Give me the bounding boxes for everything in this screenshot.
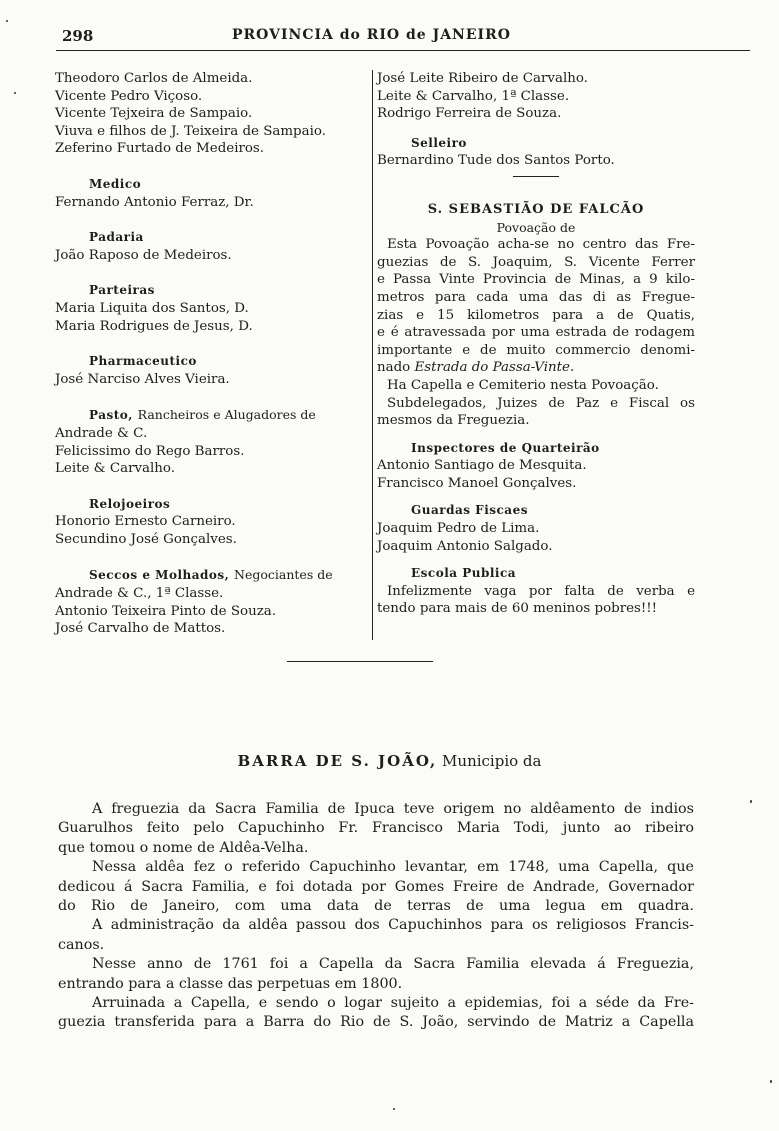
scan-speck (770, 1080, 772, 1083)
list-item: Francisco Manoel Gonçalves. (377, 475, 577, 491)
barra-title-bold: BARRA DE S. JOÃO, (237, 752, 438, 770)
text-line: A administração da aldêa passou dos Capuchinhos para os religiosos Francis- (92, 917, 694, 934)
left-column (55, 70, 367, 638)
text-line: entrando para a classe das perpetuas em 1800. (58, 975, 403, 992)
list-item: Andrade & C., 1ª Classe. (55, 586, 224, 602)
list-item: Vicente Tejxeira de Sampaio. (55, 106, 253, 122)
name-list (55, 70, 367, 158)
list-item: João Raposo de Medeiros. (55, 247, 232, 263)
text-fragment: nado (377, 360, 411, 376)
list-item: Andrade & C. (55, 425, 148, 441)
section-heading-relojoeiros: Relojoeiros (89, 496, 171, 511)
falcao-paragraph (377, 236, 695, 430)
article-paragraph (58, 800, 694, 858)
list-item: Vicente Pedro Viçoso. (55, 88, 203, 104)
text-line: Ha Capella e Cemiterio nesta Povoação. (387, 377, 659, 393)
list-item: Maria Liquita dos Santos, D. (55, 300, 249, 316)
text-line: Nessa aldêa fez o referido Capuchinho levantar, em 1748, uma Capella, que (92, 859, 694, 876)
scan-speck (393, 1108, 395, 1110)
list-item: Joaquim Pedro de Lima. (377, 521, 540, 537)
text-line (377, 359, 695, 377)
section-heading-pasto (55, 406, 367, 425)
section-heading-escola: Escola Publica (411, 566, 517, 581)
section-rule (513, 176, 559, 177)
list-item: Felicissimo do Rego Barros. (55, 443, 245, 459)
text-line: importante e de muito commercio denomi- (377, 342, 695, 358)
barra-title (0, 752, 779, 770)
list-item: Joaquim Antonio Salgado. (377, 538, 553, 554)
text-line: Subdelegados, Juizes de Paz e Fiscal os (387, 395, 695, 411)
section-heading-medico: Medico (89, 176, 142, 191)
text-line: que tomou o nome de Aldêa-Velha. (58, 839, 309, 856)
section-heading-seccos (55, 566, 367, 585)
list-item: Secundino José Gonçalves. (55, 531, 237, 547)
scan-speck (750, 800, 752, 803)
text-line: A freguezia da Sacra Familia de Ipuca teve origem no aldêamento de indios (92, 801, 694, 817)
article-paragraph (58, 858, 694, 916)
road-name: Estrada do Passa-Vinte. (414, 360, 575, 376)
section-heading-selleiro: Selleiro (411, 135, 467, 150)
right-column (377, 70, 695, 618)
falcao-title: S. SEBASTIÃO DE FALCÃO (427, 201, 645, 217)
list-item: Antonio Teixeira Pinto de Souza. (55, 603, 276, 619)
list-item: Antonio Santiago de Mesquita. (377, 458, 587, 474)
page-header (0, 0, 779, 60)
text-line: mesmos da Freguezia. (377, 413, 530, 429)
text-line: zias e 15 kilometros para a de Quatis, (377, 307, 695, 323)
barra-title-rest: Municipio da (442, 752, 542, 770)
section-heading-inspectores: Inspectores de Quarteirão (411, 440, 600, 455)
section-heading-pharmaceutico: Pharmaceutico (89, 354, 197, 369)
list-item: Fernando Antonio Ferraz, Dr. (55, 194, 254, 210)
text-line: Nesse anno de 1761 foi a Capella da Sacra Familia elevada á Freguezia, (92, 956, 694, 973)
section-heading-parteiras: Parteiras (89, 283, 155, 298)
scan-speck (14, 92, 16, 94)
falcao-subtitle: Povoação de (496, 219, 576, 235)
text-line: guezia transferida para a Barra do Rio de S. João, servindo de Matriz a Capella (58, 1014, 694, 1031)
article-paragraph (58, 955, 694, 994)
text-line: metros para cada uma das di as Fregue- (377, 289, 695, 305)
list-item: José Narciso Alves Vieira. (55, 371, 230, 387)
text-line: Infelizmente vaga por falta de verba e (387, 583, 695, 599)
list-item: Theodoro Carlos de Almeida. (55, 71, 253, 86)
text-line: Guarulhos feito pelo Capuchinho Fr. Francisco Maria Todi, junto ao ribeiro (58, 820, 694, 837)
heading-rest: Negociantes de (234, 567, 333, 583)
list-item: José Leite Ribeiro de Carvalho. (377, 71, 588, 86)
text-line: do Rio de Janeiro, com uma data de terras de uma legua em quadra. (58, 898, 694, 915)
list-item: Rodrigo Ferreira de Souza. (377, 106, 562, 122)
text-line: tendo para mais de 60 meninos pobres!!! (377, 601, 658, 617)
section-heading-guardas: Guardas Fiscaes (411, 503, 528, 518)
text-line: e Passa Vinte Provincia de Minas, a 9 kilo- (377, 272, 695, 288)
text-line: Arruinada a Capella, e sendo o logar sujeito a epidemias, foi a séde da Fre- (92, 995, 694, 1012)
heading-bold: Pasto, (89, 408, 133, 423)
list-item: Bernardino Tude dos Santos Porto. (377, 153, 615, 169)
section-heading-padaria: Padaria (89, 230, 144, 245)
text-line: guezias de S. Joaquim, S. Vicente Ferrer (377, 254, 695, 270)
header-rule (56, 50, 750, 51)
text-line: dedicou á Sacra Familia, e foi dotada por Gomes Freire de Andrade, Governador (58, 878, 694, 895)
running-title: PROVINCIA do RIO de JANEIRO (232, 27, 511, 43)
text-line: e é atravessada por uma estrada de rodagem (377, 325, 695, 341)
page-number: 298 (62, 27, 94, 45)
list-item: Leite & Carvalho. (55, 461, 176, 477)
list-item: Honorio Ernesto Carneiro. (55, 514, 236, 530)
list-item: Leite & Carvalho, 1ª Classe. (377, 88, 570, 104)
list-item: Maria Rodrigues de Jesus, D. (55, 318, 253, 334)
heading-bold: Seccos e Molhados, (89, 568, 230, 583)
column-divider (372, 70, 373, 640)
list-item: Zeferino Furtado de Medeiros. (55, 141, 265, 157)
scan-speck (6, 20, 8, 22)
barra-article (58, 800, 694, 1033)
list-item: José Carvalho de Mattos. (55, 621, 226, 637)
text-line: Esta Povoação acha-se no centro das Fre- (387, 237, 695, 253)
section-separator (287, 661, 433, 662)
article-paragraph (58, 916, 694, 955)
text-line: canos. (58, 936, 105, 953)
list-item: Viuva e filhos de J. Teixeira de Sampaio. (55, 123, 326, 139)
heading-rest: Rancheiros e Alugadores de (137, 407, 316, 423)
article-paragraph (58, 994, 694, 1033)
